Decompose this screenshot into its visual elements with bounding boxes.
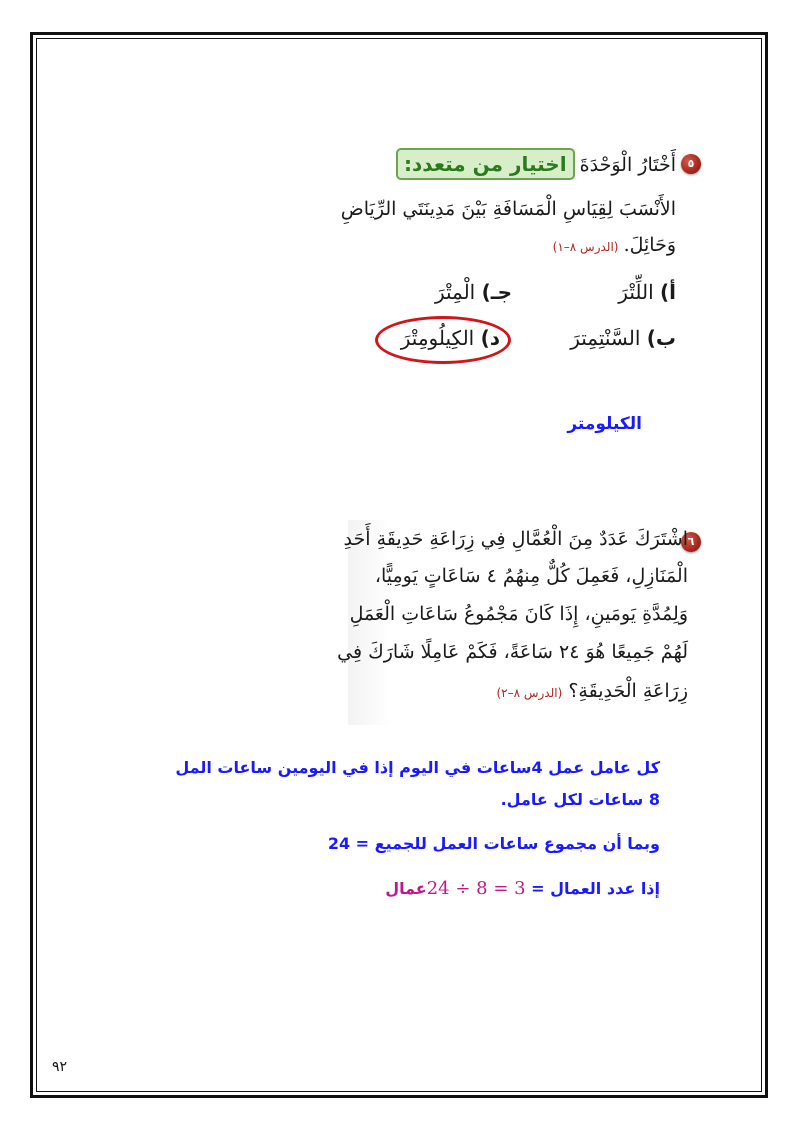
solution-line1: كل عامل عمل 4ساعات في اليوم إذا في اليومين ساعات المل [175,758,660,777]
solution-line4-suffix: عمال [385,879,427,898]
solution-line4 [385,878,660,899]
option-b-text: السَّنْتِمِترَ [570,326,641,350]
question-5-line3-row [553,228,676,262]
option-c-text: الْمِتْرَ [434,280,476,304]
question-5-line1: أَخْتَارُ الْوَحْدَةَ [579,154,676,176]
option-b-letter: ب) [646,326,676,350]
option-a [618,280,676,304]
question-6-line1: اشْتَرَكَ عَدَدٌ مِنَ الْعُمَّالِ فِي زِرَاعَةِ حَدِيقَةِ أَحَدِ [343,528,688,550]
option-d-text: الكِيلُومِتْرَ [400,326,475,350]
question-6-line4: لَهُمْ جَمِيعًا هُوَ ٢٤ سَاعَةً، فَكَمْ عَامِلًا شَارَكَ فِي [337,641,688,663]
option-c [435,280,512,304]
question-5-line3: وَحَائِلَ. [623,234,676,256]
lesson-reference-6: (الدرس ٨–٢) [496,686,563,700]
question-6-line5: زِرَاعَةِ الْحَدِيقَةِ؟ [568,680,688,702]
lesson-reference: (الدرس ٨–١) [552,240,619,254]
selected-answer-circle [375,316,511,364]
question-5-number-icon: ٥ [681,154,701,174]
question-5-answer: الكيلومتر [567,414,642,434]
option-c-letter: جـ) [481,280,512,304]
solution-line3: وبما أن مجموع ساعات العمل للجميع = 24 [327,834,660,853]
question-6-line3: وَلِمُدَّةِ يَومَينِ، إِذَا كَانَ مَجْمُوعُ سَاعَاتِ الْعَمَلِ [349,603,688,625]
question-6-line5-row [496,680,688,702]
option-b [570,326,676,350]
option-d-letter: د) [480,326,500,350]
solution-expression: 24 ÷ 8 = 3 [426,878,526,899]
option-a-text: اللِّتْرَ [618,280,654,304]
question-5-header [396,148,676,182]
question-5-line2: الأَنْسَبَ لِقِيَاسِ الْمَسَافَةِ بَيْنَ مَدِينَتَي الرِّيَاضِ [340,198,676,220]
option-a-letter: أ) [660,280,676,304]
question-6-line2: الْمَنَازِلِ، فَعَمِلَ كُلٌّ مِنهُمُ ٤ سَاعَاتٍ يَومِيًّا، [374,565,688,587]
question-6-number-icon: ٦ [681,532,701,552]
multiple-choice-badge: اختيار من متعدد: [396,148,575,180]
page-number: ٩٢ [52,1059,68,1075]
solution-line4-prefix: إذا عدد العمال = [531,879,660,898]
solution-line2: 8 ساعات لكل عامل. [500,790,660,809]
